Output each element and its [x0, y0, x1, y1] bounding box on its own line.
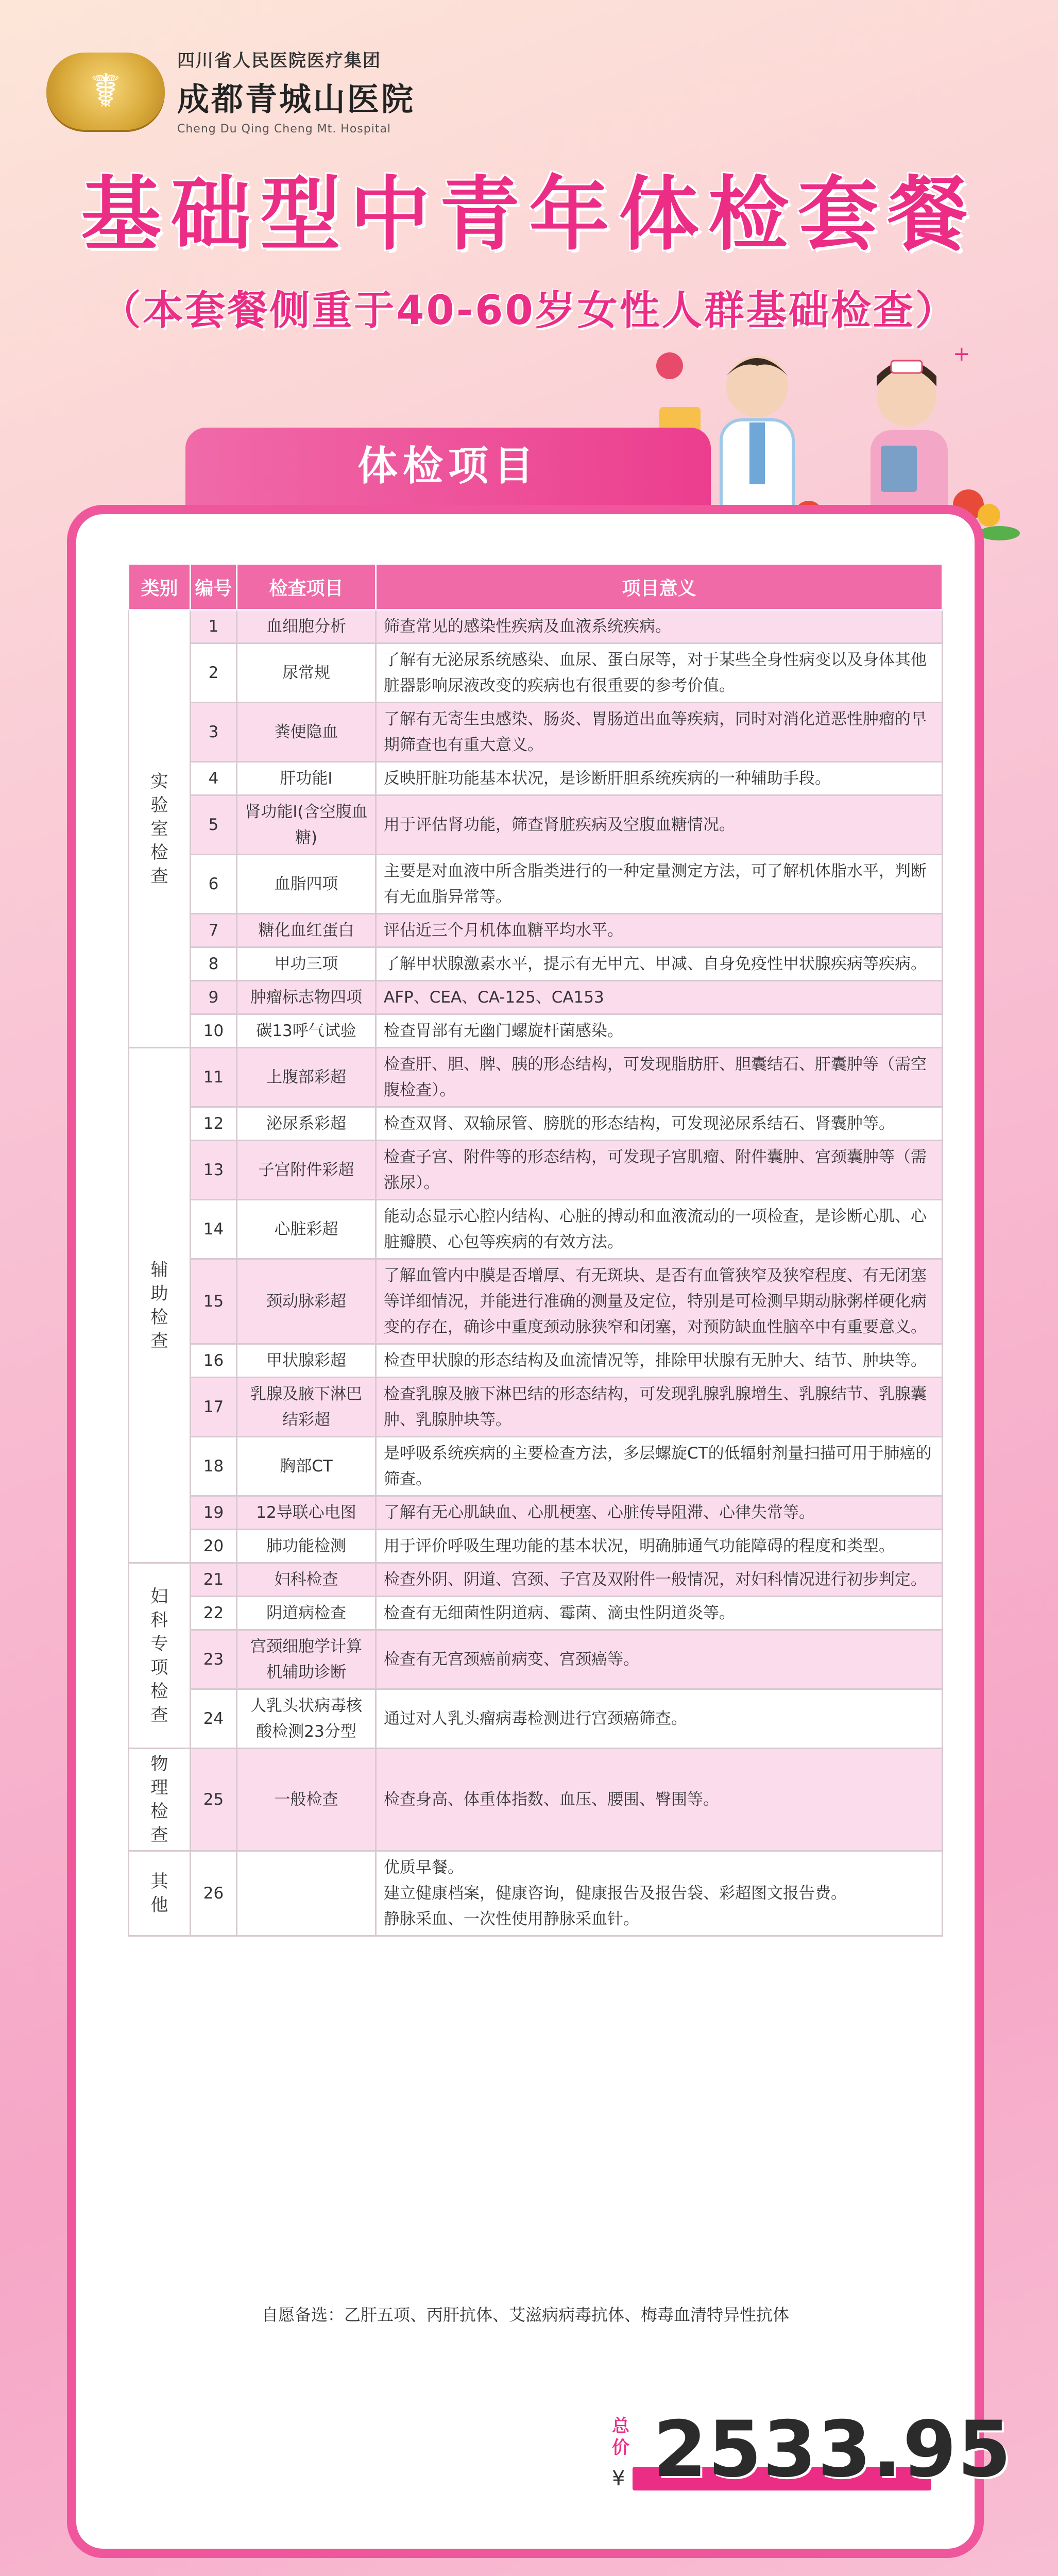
pill-icon — [656, 352, 683, 379]
row-number: 15 — [191, 1259, 237, 1344]
row-meaning: 检查双肾、双输尿管、膀胱的形态结构，可发现泌尿系结石、肾囊肿等。 — [376, 1107, 943, 1141]
row-meaning: 通过对人乳头瘤病毒检测进行宫颈癌筛查。 — [376, 1689, 943, 1749]
row-item: 心脏彩超 — [237, 1200, 376, 1259]
row-item: 碳13呼气试验 — [237, 1014, 376, 1048]
category-label: 物理检查 — [150, 1754, 168, 1845]
table-row — [129, 855, 943, 914]
row-meaning: 能动态显示心腔内结构、心脏的搏动和血液流动的一项检查，是诊断心肌、心脏瓣膜、心包等疾病的有效方法。 — [376, 1200, 943, 1259]
hospital-text — [177, 46, 415, 135]
table-row — [129, 947, 943, 981]
row-number: 13 — [191, 1141, 237, 1200]
row-number: 10 — [191, 1014, 237, 1048]
row-number: 9 — [191, 981, 237, 1014]
price-currency: ¥ — [612, 2467, 625, 2490]
table-row — [129, 1749, 943, 1851]
row-number: 1 — [191, 610, 237, 643]
table-row — [129, 1689, 943, 1749]
row-item: 粪便隐血 — [237, 703, 376, 762]
row-meaning: 了解有无寄生虫感染、肠炎、胃肠道出血等疾病，同时对消化道恶性肿瘤的早期筛查也有重大意义。 — [376, 703, 943, 762]
row-meaning: 用于评价呼吸生理功能的基本状况，明确肺通气功能障碍的程度和类型。 — [376, 1530, 943, 1563]
header-meaning: 项目意义 — [376, 564, 943, 610]
row-number: 21 — [191, 1563, 237, 1597]
row-meaning: 检查乳腺及腋下淋巴结的形态结构，可发现乳腺乳腺增生、乳腺结节、乳腺囊肿、乳腺肿块等。 — [376, 1378, 943, 1437]
row-number: 7 — [191, 914, 237, 947]
row-item: 肾功能I(含空腹血糖) — [237, 795, 376, 855]
section-tab-items: 体检项目 — [185, 428, 711, 505]
row-meaning: 筛查常见的感染性疾病及血液系统疾病。 — [376, 610, 943, 643]
table-row — [129, 1141, 943, 1200]
row-item: 乳腺及腋下淋巴结彩超 — [237, 1378, 376, 1437]
row-item: 宫颈细胞学计算机辅助诊断 — [237, 1630, 376, 1689]
row-item: 甲功三项 — [237, 947, 376, 981]
table-row — [129, 1014, 943, 1048]
row-meaning: 检查有无细菌性阴道病、霉菌、滴虫性阴道炎等。 — [376, 1597, 943, 1630]
row-meaning: 是呼吸系统疾病的主要检查方法，多层螺旋CT的低辐射剂量扫描可用于肺癌的筛查。 — [376, 1437, 943, 1496]
category-label: 实验室检查 — [150, 771, 168, 887]
category-label: 其他 — [150, 1871, 168, 1916]
price-block — [550, 2395, 1013, 2498]
row-number: 5 — [191, 795, 237, 855]
row-number: 17 — [191, 1378, 237, 1437]
row-meaning: 了解有无心肌缺血、心肌梗塞、心脏传导阻滞、心律失常等。 — [376, 1496, 943, 1530]
table-row — [129, 762, 943, 795]
table-row — [129, 914, 943, 947]
row-item: 一般检查 — [237, 1749, 376, 1851]
row-meaning: 检查肝、胆、脾、胰的形态结构，可发现脂肪肝、胆囊结石、肝囊肿等（需空腹检查）。 — [376, 1048, 943, 1107]
table-row — [129, 610, 943, 643]
price-label: 总价 — [612, 2416, 629, 2458]
row-item: 肿瘤标志物四项 — [237, 981, 376, 1014]
row-meaning: 检查身高、体重体指数、血压、腰围、臀围等。 — [376, 1749, 943, 1851]
row-meaning: 反映肝脏功能基本状况，是诊断肝胆系统疾病的一种辅助手段。 — [376, 762, 943, 795]
row-number: 20 — [191, 1530, 237, 1563]
hospital-group: 四川省人民医院医疗集团 — [177, 50, 381, 71]
table-row — [129, 1851, 943, 1936]
row-item: 尿常规 — [237, 643, 376, 703]
hospital-name: 成都青城山医院 — [177, 80, 416, 118]
row-number: 4 — [191, 762, 237, 795]
medical-emblem-icon: ☤ — [46, 53, 165, 130]
row-number: 12 — [191, 1107, 237, 1141]
row-item: 阴道病检查 — [237, 1597, 376, 1630]
row-item: 胸部CT — [237, 1437, 376, 1496]
table-row — [129, 795, 943, 855]
category-cell — [129, 1563, 191, 1749]
table-row — [129, 703, 943, 762]
row-meaning: 检查甲状腺的形态结构及血流情况等，排除甲状腺有无肿大、结节、肿块等。 — [376, 1344, 943, 1378]
table-row — [129, 1496, 943, 1530]
row-number: 14 — [191, 1200, 237, 1259]
row-meaning: 优质早餐。 建立健康档案，健康咨询，健康报告及报告袋、彩超图文报告费。 静脉采血、一次性使用静脉采血针。 — [376, 1851, 943, 1936]
row-meaning: AFP、CEA、CA-125、CA153 — [376, 981, 943, 1014]
table-row — [129, 981, 943, 1014]
row-item: 妇科检查 — [237, 1563, 376, 1597]
category-cell — [129, 1851, 191, 1936]
hospital-name-en: Cheng Du Qing Cheng Mt. Hospital — [177, 123, 391, 135]
row-number: 6 — [191, 855, 237, 914]
optional-note: 自愿备选：乙肝五项、丙肝抗体、艾滋病病毒抗体、梅毒血清特异性抗体 — [261, 2305, 789, 2325]
table-body — [129, 610, 943, 1936]
row-meaning: 了解甲状腺激素水平，提示有无甲亢、甲减、自身免疫性甲状腺疾病等疾病。 — [376, 947, 943, 981]
category-cell — [129, 1048, 191, 1563]
row-item: 糖化血红蛋白 — [237, 914, 376, 947]
row-item: 泌尿系彩超 — [237, 1107, 376, 1141]
items-panel — [67, 505, 1013, 2558]
table-row — [129, 1344, 943, 1378]
row-number: 8 — [191, 947, 237, 981]
row-item: 肺功能检测 — [237, 1530, 376, 1563]
price-value: 2533.95 — [653, 2405, 1013, 2495]
row-item: 血脂四项 — [237, 855, 376, 914]
table-row — [129, 1200, 943, 1259]
category-label: 辅助检查 — [150, 1259, 168, 1351]
table-row — [129, 1530, 943, 1563]
row-meaning: 主要是对血液中所含脂类进行的一种定量测定方法，可了解机体脂水平，判断有无血脂异常等。 — [376, 855, 943, 914]
table-row — [129, 1597, 943, 1630]
row-number: 26 — [191, 1851, 237, 1936]
row-number: 18 — [191, 1437, 237, 1496]
row-number: 24 — [191, 1689, 237, 1749]
table-row — [129, 1259, 943, 1344]
row-number: 11 — [191, 1048, 237, 1107]
row-meaning: 评估近三个月机体血糖平均水平。 — [376, 914, 943, 947]
header-category: 类别 — [129, 564, 191, 610]
row-meaning: 了解有无泌尿系统感染、血尿、蛋白尿等，对于某些全身性病变以及身体其他脏器影响尿液改变的疾病也有很重要的参考价值。 — [376, 643, 943, 703]
row-meaning: 了解血管内中膜是否增厚、有无斑块、是否有血管狭窄及狭窄程度、有无闭塞等详细情况，并能进行准确的测量及定位，特别是可检测早期动脉粥样硬化病变的存在，确诊中重度颈动脉狭窄和闭塞，对预防缺血性脑卒中有重要意义。 — [376, 1259, 943, 1344]
doctor-figure — [721, 355, 793, 528]
row-number: 25 — [191, 1749, 237, 1851]
table-row — [129, 1048, 943, 1107]
row-item: 人乳头状病毒核酸检测23分型 — [237, 1689, 376, 1749]
row-item: 甲状腺彩超 — [237, 1344, 376, 1378]
page-title: 基础型中青年体检套餐 — [81, 167, 977, 261]
plus-icon: + — [953, 342, 970, 366]
row-number: 19 — [191, 1496, 237, 1530]
category-label: 妇科专项检查 — [150, 1586, 168, 1725]
table-row — [129, 643, 943, 703]
row-meaning: 检查子宫、附件等的形态结构，可发现子宫肌瘤、附件囊肿、宫颈囊肿等（需涨尿）。 — [376, 1141, 943, 1200]
row-item — [237, 1851, 376, 1936]
row-number: 16 — [191, 1344, 237, 1378]
row-item: 子宫附件彩超 — [237, 1141, 376, 1200]
row-meaning: 检查胃部有无幽门螺旋杆菌感染。 — [376, 1014, 943, 1048]
table-header-row — [129, 564, 943, 610]
table-row — [129, 1630, 943, 1689]
row-meaning: 用于评估肾功能，筛查肾脏疾病及空腹血糖情况。 — [376, 795, 943, 855]
row-item: 12导联心电图 — [237, 1496, 376, 1530]
table-row — [129, 1437, 943, 1496]
row-item: 血细胞分析 — [237, 610, 376, 643]
hospital-header — [46, 46, 415, 135]
header-number: 编号 — [191, 564, 237, 610]
category-cell — [129, 610, 191, 1048]
row-number: 23 — [191, 1630, 237, 1689]
row-number: 22 — [191, 1597, 237, 1630]
page-subtitle: （本套餐侧重于40-60岁女性人群基础检查） — [100, 287, 958, 334]
table-row — [129, 1563, 943, 1597]
row-meaning: 检查外阴、阴道、宫颈、子宫及双附件一般情况，对妇科情况进行初步判定。 — [376, 1563, 943, 1597]
header-item: 检查项目 — [237, 564, 376, 610]
table-row — [129, 1107, 943, 1141]
row-item: 颈动脉彩超 — [237, 1259, 376, 1344]
table-row — [129, 1378, 943, 1437]
row-item: 上腹部彩超 — [237, 1048, 376, 1107]
row-number: 2 — [191, 643, 237, 703]
row-item: 肝功能I — [237, 762, 376, 795]
exam-items-table — [128, 563, 943, 1937]
category-cell — [129, 1749, 191, 1851]
row-number: 3 — [191, 703, 237, 762]
row-meaning: 检查有无宫颈癌前病变、宫颈癌等。 — [376, 1630, 943, 1689]
